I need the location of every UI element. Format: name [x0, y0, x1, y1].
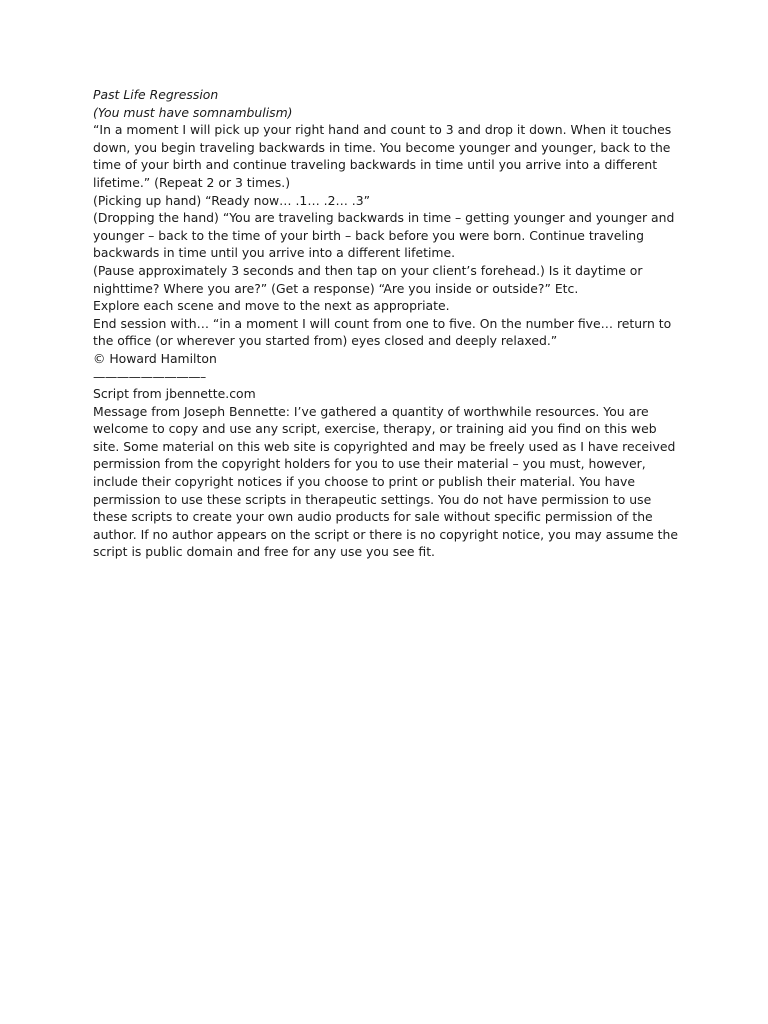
paragraph-drop-hand: (Dropping the hand) “You are traveling backwards in time – getting younger and younger and younger – back to the time of your birth – back before you were born. Continue traveling backwards in time until you arrive into a different lifetime. — [93, 210, 675, 261]
paragraph-end-session: End session with… “in a moment I will count from one to five. On the number five… return to the office (or wherever you started from) eyes closed and deeply relaxed.” — [93, 315, 672, 349]
document-page — [93, 86, 678, 561]
message-paragraph: Message from Joseph Bennette: I’ve gathered a quantity of worthwhile resources. You are welcome to copy and use any script, exercise, therapy, or training aid you find on this web site. Some material on this web site is copyrighted and may be freely used as I have received permission from the copyright holders for you to use their material – you must, however, include their copyright notices if you choose to print or publish their material. You have permission to use these scripts in therapeutic settings. You do not have permission to use these scripts to create your own audio products for sale without specific permission of the author. If no author appears on the script or there is no copyright notice, you may assume the script is public domain and free for any use you see fit. — [93, 403, 679, 560]
document-subtitle: (You must have somnambulism) — [93, 104, 293, 120]
copyright-notice: © Howard Hamilton — [93, 350, 217, 366]
source-line: Script from jbennette.com — [93, 386, 256, 402]
paragraph-explore: Explore each scene and move to the next as appropriate. — [93, 298, 450, 314]
paragraph-count: (Picking up hand) “Ready now… .1… .2… .3” — [93, 192, 371, 208]
document-title: Past Life Regression — [93, 87, 219, 102]
divider-line: —————————– — [93, 368, 206, 384]
paragraph-pause: (Pause approximately 3 seconds and then tap on your client’s forehead.) Is it daytime or nighttime? Where you are?” (Get a response) “Are you inside or outside?” Etc. — [93, 262, 643, 296]
paragraph-instructions: “In a moment I will pick up your right hand and count to 3 and drop it down. When it touches down, you begin traveling backwards in time. You become younger and younger, back to the time of your birth and continue traveling backwards in time until you arrive into a different lifetime.” (Repeat 2 or 3 times.) — [93, 122, 672, 190]
